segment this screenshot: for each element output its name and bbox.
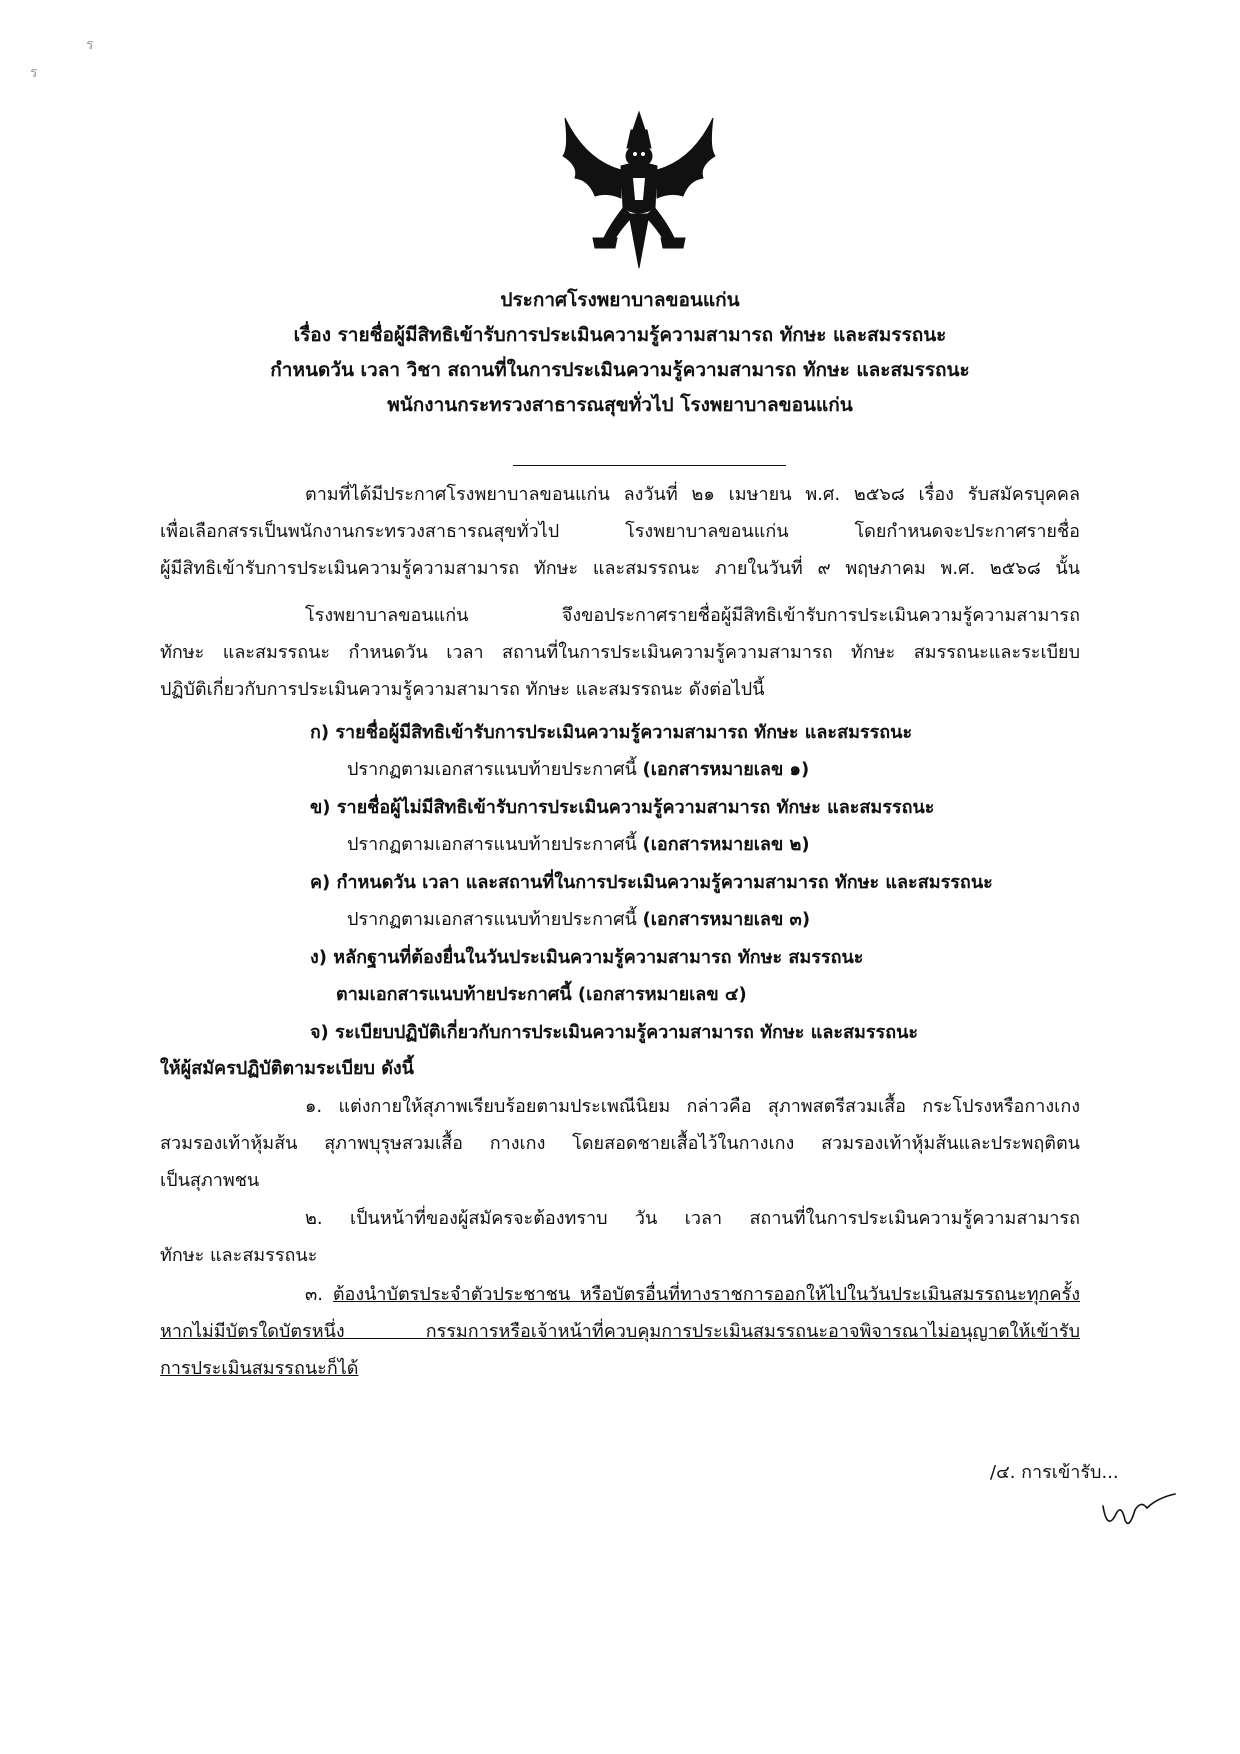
garuda-emblem-icon [555, 108, 723, 270]
item-c-detail [347, 904, 810, 933]
item-b-title: ข) รายชื่อผู้ไม่มีสิทธิเข้ารับการประเมินความรู้ความสามารถ ทักษะ และสมรรถนะ [310, 797, 935, 818]
paragraph-line: โรงพยาบาลขอนแก่น จึงขอประกาศรายชื่อผู้มีสิทธิเข้ารับการประเมินความรู้ความสามารถ [305, 605, 1080, 626]
page-continuation: /๔. การเข้ารับ... [990, 1462, 1119, 1483]
rule-2-schedule [160, 1200, 1080, 1274]
announcement-subject-line-2: กำหนดวัน เวลา วิชา สถานที่ในการประเมินความรู้ความสามารถ ทักษะ และสมรรถนะ [270, 359, 970, 381]
rule-3-number: ๓. [305, 1284, 333, 1305]
item-b-detail [347, 829, 810, 858]
item-b-detail-text: ปรากฏตามเอกสารแนบท้ายประกาศนี้ [347, 834, 643, 855]
announcement-title: ประกาศโรงพยาบาลขอนแก่น [500, 289, 740, 311]
item-a-detail-text: ปรากฏตามเอกสารแนบท้ายประกาศนี้ [347, 759, 643, 780]
paragraph-line: เพื่อเลือกสรรเป็นพนักงานกระทรวงสาธารณสุขทั่วไป โรงพยาบาลขอนแก่น โดยกำหนดจะประกาศรายชื่อ [160, 521, 1080, 542]
heading-divider [513, 465, 786, 466]
paragraph-line: ทักษะ และสมรรถนะ [160, 1245, 318, 1266]
handwritten-initials-icon [1085, 1486, 1185, 1536]
item-a-detail [347, 754, 809, 783]
item-c-document-ref: (เอกสารหมายเลข ๓) [642, 909, 811, 930]
scan-artifact: ร [30, 65, 38, 81]
paragraph-line [160, 1350, 1080, 1387]
paragraph-line: สวมรองเท้าหุ้มส้น สุภาพบุรุษสวมเสื้อ กางเกง โดยสอดชายเสื้อไว้ในกางเกง สวมรองเท้าหุ้มส้นและประพฤติตน [160, 1133, 1080, 1154]
rule-1-dress-code [160, 1088, 1080, 1199]
rules-intro: ให้ผู้สมัครปฏิบัติตามระเบียบ ดังนี้ [160, 1058, 414, 1079]
paragraph-line: ทักษะ และสมรรถนะ กำหนดวัน เวลา สถานที่ในการประเมินความรู้ความสามารถ ทักษะ สมรรถนะและระเบียบ [160, 642, 1080, 663]
item-a-document-ref: (เอกสารหมายเลข ๑) [642, 759, 810, 780]
paragraph-announcement [160, 597, 1080, 708]
announcement-subject: เรื่อง รายชื่อผู้มีสิทธิเข้ารับการประเมินความรู้ความสามารถ ทักษะ และสมรรถนะ [293, 324, 947, 346]
paragraph-line: ๒. เป็นหน้าที่ของผู้สมัครจะต้องทราบ วัน เวลา สถานที่ในการประเมินความรู้ความสามารถ [305, 1208, 1080, 1229]
paragraph-line: ปฏิบัติเกี่ยวกับการประเมินความรู้ความสามารถ ทักษะ และสมรรถนะ ดังต่อไปนี้ [160, 679, 765, 700]
paragraph-line: ตามที่ได้มีประกาศโรงพยาบาลขอนแก่น ลงวันที่ ๒๑ เมษายน พ.ศ. ๒๕๖๘ เรื่อง รับสมัครบุคคล [305, 484, 1080, 505]
item-b-document-ref: (เอกสารหมายเลข ๒) [642, 834, 810, 855]
rule-3-underlined-text: ต้องนำบัตรประจำตัวประชาชน หรือบัตรอื่นที่ทางราชการออกให้ไปในวันประเมินสมรรถนะทุกครั้ง [332, 1284, 1080, 1305]
paragraph-line: เป็นสุภาพชน [160, 1170, 260, 1191]
item-c-title: ค) กำหนดวัน เวลา และสถานที่ในการประเมินความรู้ความสามารถ ทักษะ และสมรรถนะ [310, 872, 993, 893]
rule-3-underlined-text: การประเมินสมรรถนะก็ได้ [160, 1358, 359, 1379]
paragraph-line: ๑. แต่งกายให้สุภาพเรียบร้อยตามประเพณีนิยม กล่าวคือ สุภาพสตรีสวมเสื้อ กระโปรงหรือกางเกง [305, 1096, 1080, 1117]
item-a-title: ก) รายชื่อผู้มีสิทธิเข้ารับการประเมินความรู้ความสามารถ ทักษะ และสมรรถนะ [310, 722, 913, 743]
paragraph-reference [160, 476, 1080, 587]
rule-3-underlined-text: หากไม่มีบัตรใดบัตรหนึ่ง กรรมการหรือเจ้าหน้าที่ควบคุมการประเมินสมรรถนะอาจพิจารณาไม่อนุญาตให้เข้ารับ [160, 1321, 1080, 1342]
item-d-detail: ตามเอกสารแนบท้ายประกาศนี้ (เอกสารหมายเลข ๔) [336, 984, 747, 1005]
paragraph-line [160, 1276, 1080, 1313]
rule-3-identification [160, 1276, 1080, 1387]
item-e-title: จ) ระเบียบปฏิบัติเกี่ยวกับการประเมินความรู้ความสามารถ ทักษะ และสมรรถนะ [310, 1022, 919, 1043]
announcement-subject-line-3: พนักงานกระทรวงสาธารณสุขทั่วไป โรงพยาบาลขอนแก่น [387, 394, 853, 416]
paragraph-line: ผู้มีสิทธิเข้ารับการประเมินความรู้ความสามารถ ทักษะ และสมรรถนะ ภายในวันที่ ๙ พฤษภาคม พ.ศ. ๒๕๖๘ นั้น [160, 558, 1080, 579]
item-d-title: ง) หลักฐานที่ต้องยื่นในวันประเมินความรู้ความสามารถ ทักษะ สมรรถนะ [310, 947, 864, 968]
item-c-detail-text: ปรากฏตามเอกสารแนบท้ายประกาศนี้ [347, 909, 643, 930]
scan-artifact: ร [86, 37, 94, 53]
paragraph-line [160, 1313, 1080, 1350]
